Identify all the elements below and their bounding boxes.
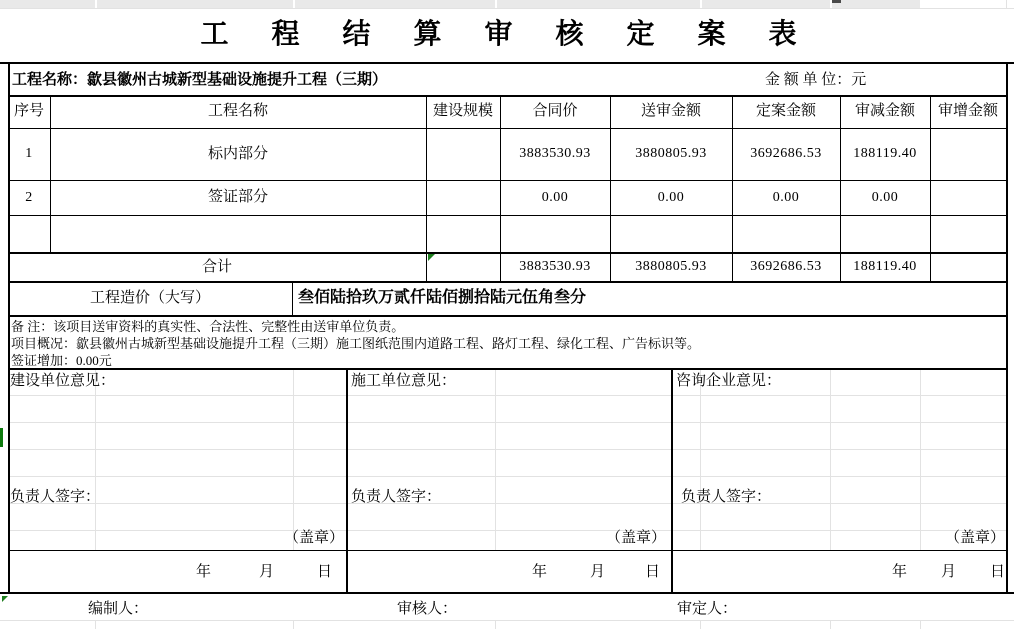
cell-seq[interactable]: 2 [25, 190, 33, 205]
total-submitted-amount[interactable]: 3880805.93 [635, 259, 707, 274]
date-year-label[interactable]: 年 [892, 564, 908, 580]
section-divider [671, 368, 673, 594]
cell-submitted-amount[interactable]: 0.00 [657, 190, 685, 205]
grid-line [830, 620, 831, 629]
amount-in-words-value[interactable]: 叁佰陆拾玖万贰仟陆佰捌拾陆元伍角叁分 [298, 289, 587, 306]
signature-label[interactable]: 负责人签字： [10, 489, 101, 505]
preparer-label[interactable]: 编制人： [88, 601, 149, 617]
grid-line [9, 395, 1006, 396]
column-line [292, 281, 293, 315]
grid-line [9, 476, 1006, 477]
grid-line [0, 620, 1014, 621]
reviewer-label[interactable]: 审核人： [397, 601, 458, 617]
col-header-name: 工程名称 [207, 103, 268, 119]
grid-line [9, 422, 1006, 423]
note-overview: 项目概况：歙县徽州古城新型基础设施提升工程（三期）施工图纸范围内道路工程、路灯工程、绿化工程、广告标识等。 [11, 336, 701, 351]
project-name-label: 工程名称：歙县徽州古城新型基础设施提升工程（三期） [12, 72, 388, 88]
grid-line [9, 449, 1006, 450]
grid-line [830, 368, 831, 550]
date-day-label[interactable]: 日 [317, 564, 333, 580]
signature-label[interactable]: 负责人签字： [351, 489, 442, 505]
cell-contract-amount[interactable]: 3883530.93 [519, 146, 591, 161]
grid-line [95, 620, 96, 629]
grid-line [293, 368, 294, 550]
date-day-label[interactable]: 日 [645, 564, 661, 580]
col-header-finalized: 定案金额 [755, 103, 816, 119]
grid-line [293, 0, 295, 8]
date-month-label[interactable]: 月 [259, 564, 275, 580]
approver-label[interactable]: 审定人： [677, 601, 738, 617]
cell-reduced-amount[interactable]: 0.00 [871, 190, 899, 205]
cell-project-name[interactable]: 标内部分 [207, 146, 268, 162]
cell-contract-amount[interactable]: 0.00 [541, 190, 569, 205]
grid-line [920, 620, 921, 629]
cell-flag-marker [2, 596, 8, 602]
opinion-title-owner: 建设单位意见： [10, 373, 116, 389]
grid-line [700, 368, 701, 550]
opinion-title-consultant: 咨询企业意见： [676, 373, 782, 389]
seal-label: （盖章） [605, 530, 666, 546]
amount-unit-label: 金 额 单 位：元 [765, 72, 867, 88]
col-header-reduced: 审减金额 [854, 103, 915, 119]
col-header-scale: 建设规模 [432, 103, 493, 119]
cell-project-name[interactable]: 签证部分 [207, 189, 268, 205]
table-border [0, 62, 1014, 64]
cell-reduced-amount[interactable]: 188119.40 [853, 146, 917, 161]
cell-flag-marker [428, 254, 435, 261]
opinion-title-contractor: 施工单位意见： [351, 373, 457, 389]
grid-line [9, 530, 1006, 531]
table-border [8, 215, 1008, 216]
grid-line [293, 620, 294, 629]
col-header-seq: 序号 [13, 103, 44, 119]
clipped-text-fragment [832, 0, 841, 3]
total-reduced-amount[interactable]: 188119.40 [853, 259, 917, 274]
table-border [8, 550, 1008, 551]
grid-line [9, 503, 1006, 504]
date-month-label[interactable]: 月 [941, 564, 957, 580]
page-title: 工 程 结 算 审 核 定 案 表 [200, 19, 815, 50]
selection-edge-marker [0, 428, 3, 447]
amount-in-words-label: 工程造价（大写） [89, 290, 210, 306]
total-label: 合计 [201, 259, 232, 275]
grid-line [95, 0, 97, 8]
table-border [1006, 62, 1008, 594]
grid-line [1006, 0, 1007, 8]
cell-finalized-amount[interactable]: 0.00 [772, 190, 800, 205]
cell-seq[interactable]: 1 [25, 146, 33, 161]
grid-line [495, 368, 496, 550]
col-header-submitted: 送审金额 [640, 103, 701, 119]
section-divider [346, 368, 348, 594]
note-remark: 备 注：该项目送审资料的真实性、合法性、完整性由送审单位负责。 [11, 319, 405, 334]
top-row-strip [0, 0, 920, 8]
seal-label: （盖章） [944, 530, 1005, 546]
table-border [8, 368, 1008, 370]
grid-line [495, 0, 497, 8]
total-finalized-amount[interactable]: 3692686.53 [750, 259, 822, 274]
cell-submitted-amount[interactable]: 3880805.93 [635, 146, 707, 161]
grid-line [95, 368, 96, 550]
table-border [8, 315, 1008, 317]
grid-line [0, 8, 1014, 9]
date-year-label[interactable]: 年 [532, 564, 548, 580]
date-month-label[interactable]: 月 [590, 564, 606, 580]
note-visa-increase: 签证增加：0.00元 [11, 353, 112, 368]
date-day-label[interactable]: 日 [990, 564, 1006, 580]
signature-label[interactable]: 负责人签字： [681, 489, 772, 505]
total-contract-amount[interactable]: 3883530.93 [519, 259, 591, 274]
date-year-label[interactable]: 年 [196, 564, 212, 580]
col-header-increased: 审增金额 [937, 103, 998, 119]
grid-line [700, 620, 701, 629]
cell-finalized-amount[interactable]: 3692686.53 [750, 146, 822, 161]
seal-label: （盖章） [283, 530, 344, 546]
grid-line [495, 620, 496, 629]
grid-line [700, 0, 702, 8]
grid-line [920, 368, 921, 550]
table-border [0, 592, 1014, 594]
col-header-contract: 合同价 [532, 103, 578, 119]
